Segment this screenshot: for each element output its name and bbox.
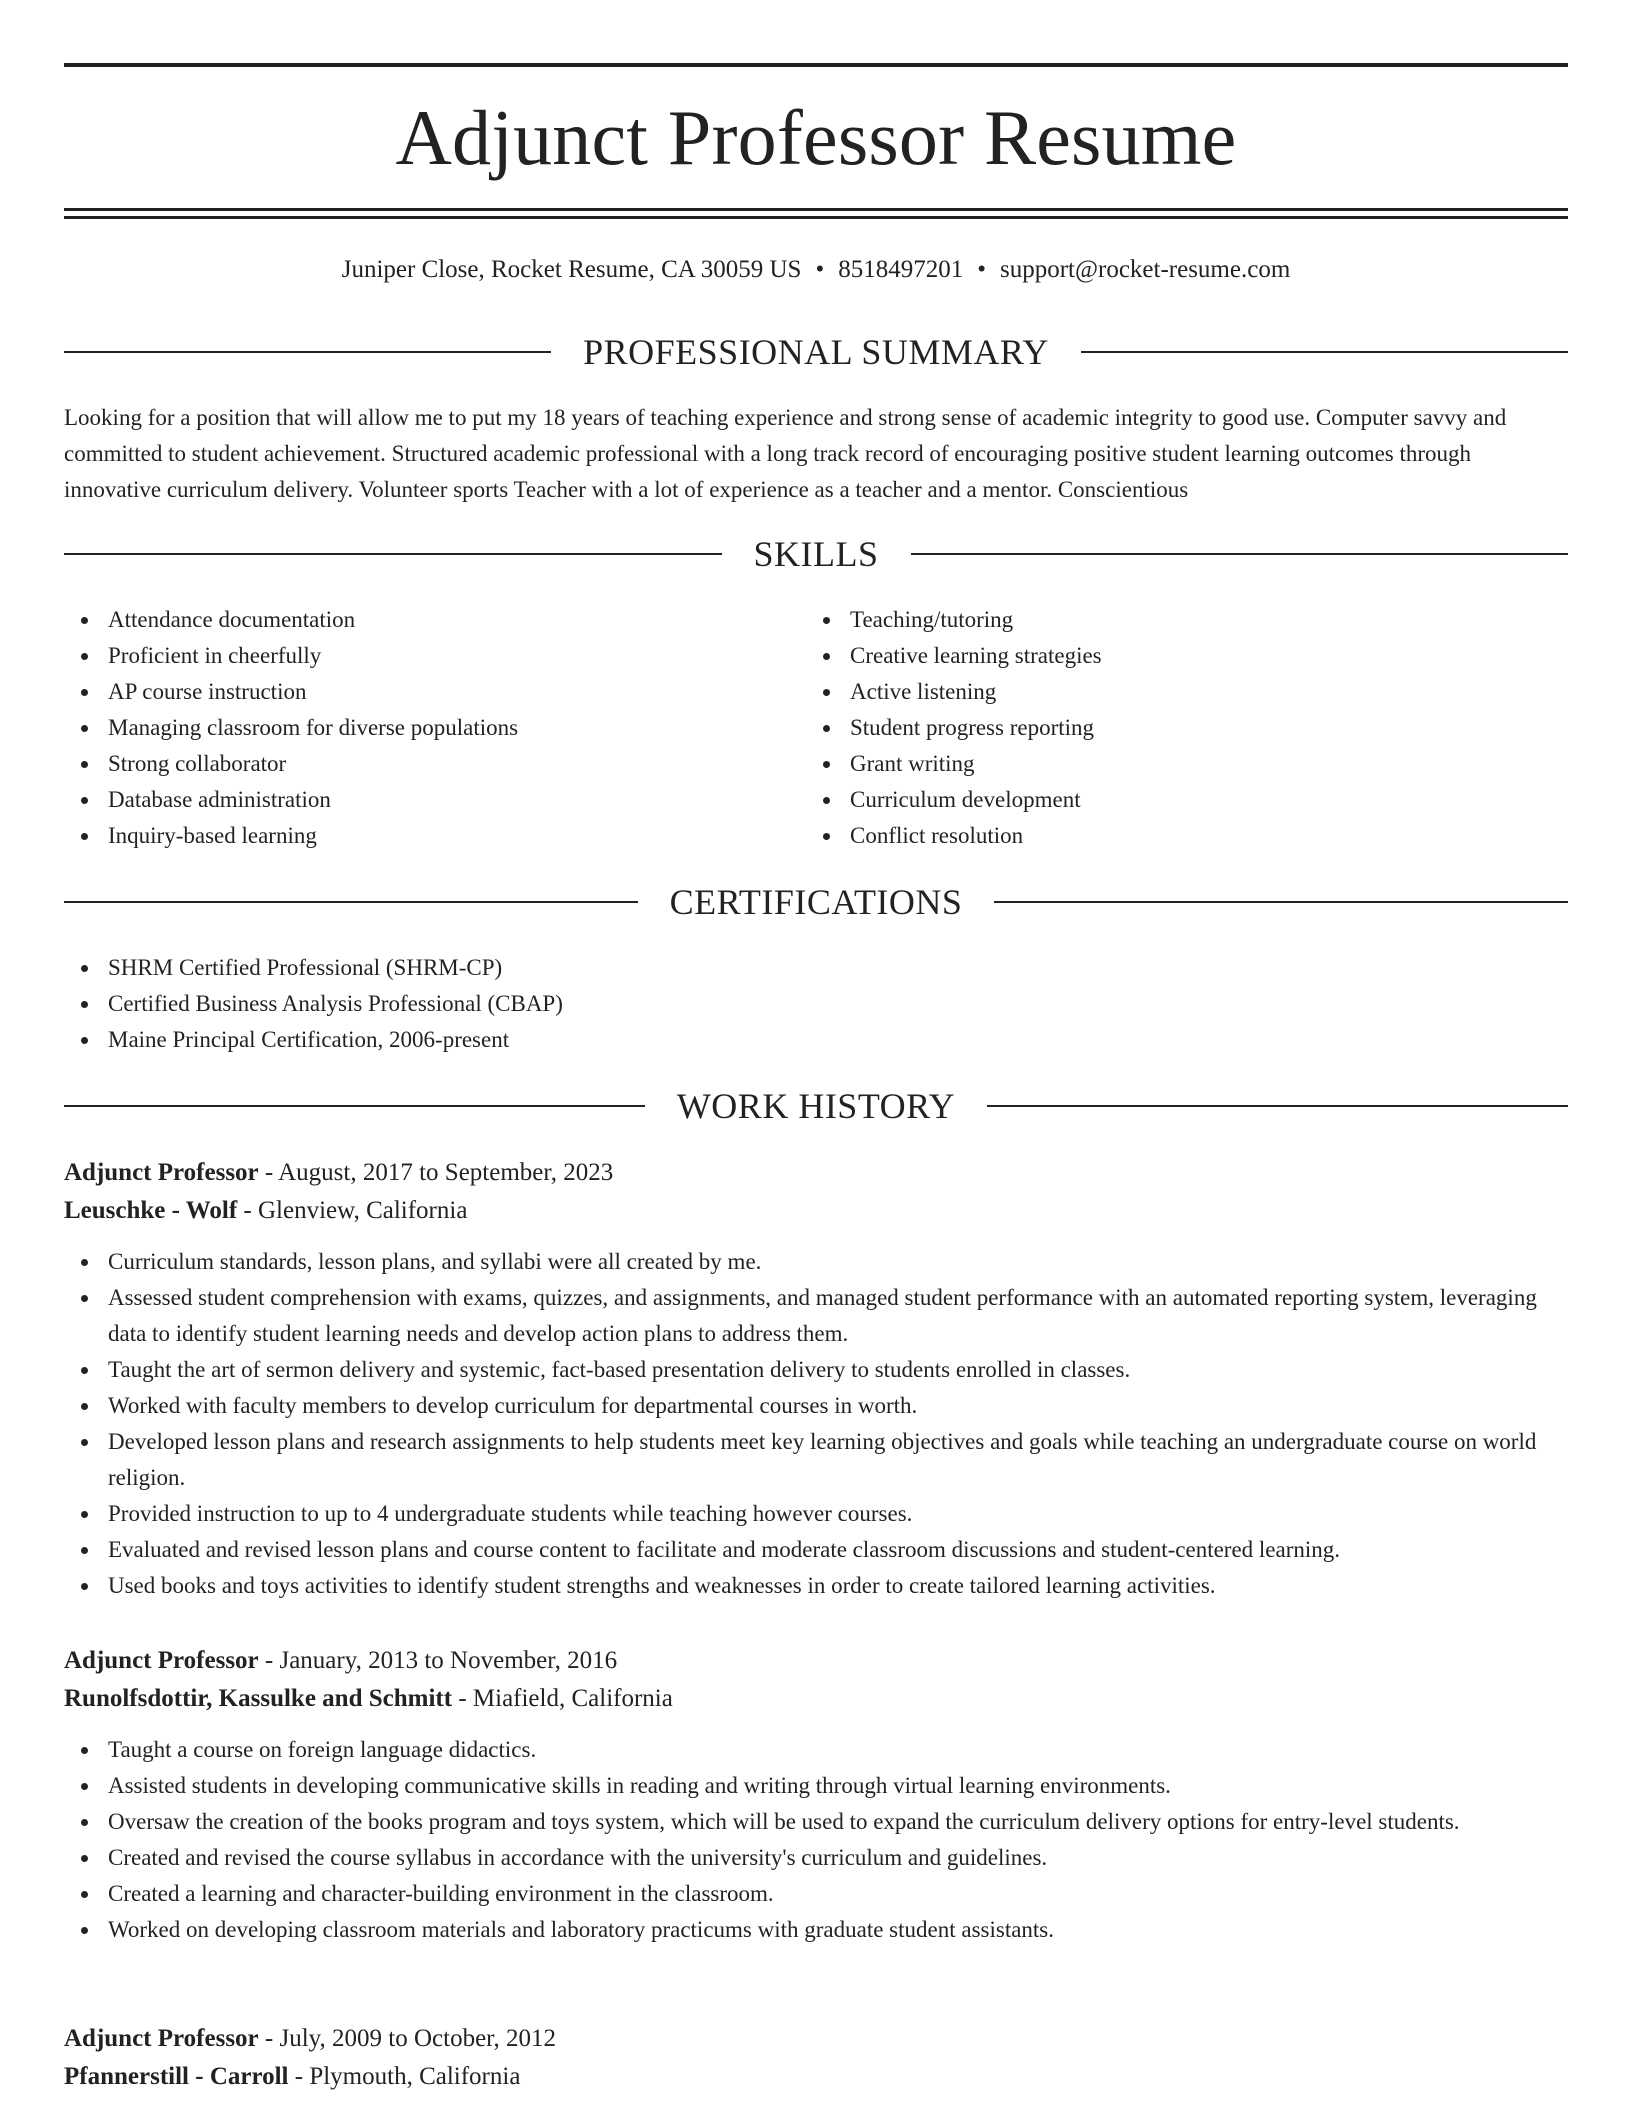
job-company: Leuschke - Wolf (64, 1197, 238, 1224)
job-location: Glenview, California (258, 1197, 468, 1224)
section-header-certifications (64, 880, 1568, 924)
section-rule (64, 351, 551, 353)
section-rule (1081, 351, 1568, 353)
section-header-summary (64, 330, 1568, 374)
skill-item: Inquiry-based learning (64, 818, 806, 854)
skills-column-left (64, 602, 806, 854)
job-bullet: Used books and toys activities to identify student strengths and weaknesses in order to create tailored learning activities. (64, 1568, 1568, 1604)
job-bullet: Assessed student comprehension with exams, quizzes, and assignments, and managed student performance with an automated reporting system, leveraging data to identify student learning needs and develop action plans to address them. (64, 1280, 1568, 1352)
job-bullet: Provided instruction to up to 4 undergraduate students while teaching however courses. (64, 1496, 1568, 1532)
job-title-line (64, 2020, 1568, 2058)
section-header-work-history (64, 1084, 1568, 1128)
job-bullet: Taught the art of sermon delivery and systemic, fact-based presentation delivery to students enrolled in classes. (64, 1352, 1568, 1388)
job-dates: January, 2013 to November, 2016 (279, 1647, 618, 1674)
skills-column-right (806, 602, 1548, 854)
skills-grid (64, 602, 1568, 854)
contact-address: Juniper Close, Rocket Resume, CA 30059 US (341, 256, 802, 283)
job-bullet: Created a learning and character-building environment in the classroom. (64, 1876, 1568, 1912)
job-entry (64, 2020, 1568, 2096)
job-title: Adjunct Professor (64, 2025, 259, 2052)
job-dash: - (237, 1197, 258, 1224)
section-rule (987, 1105, 1568, 1107)
certification-item: Maine Principal Certification, 2006-present (64, 1022, 1568, 1058)
skill-item: AP course instruction (64, 674, 806, 710)
summary-text: Looking for a position that will allow me to put my 18 years of teaching experience and strong sense of academic integrity to good use. Computer savvy and committed to student achievement. Structured academic professional with a long track record of encouraging positive student learning outcomes through innovative curriculum delivery. Volunteer sports Teacher with a lot of experience as a teacher and a mentor. Conscientious (64, 405, 1507, 502)
contact-line (64, 254, 1568, 286)
skill-item: Grant writing (806, 746, 1548, 782)
job-location: Plymouth, California (309, 2063, 521, 2090)
job-bullet: Developed lesson plans and research assignments to help students meet key learning objectives and goals while teaching an undergraduate course on world religion. (64, 1424, 1568, 1496)
job-bullet: Taught a course on foreign language didactics. (64, 1732, 1568, 1768)
job-title-line (64, 1642, 1568, 1680)
job-bullet: Evaluated and revised lesson plans and course content to facilitate and moderate classroom discussions and student-centered learning. (64, 1532, 1568, 1568)
job-dates: August, 2017 to September, 2023 (278, 1159, 614, 1186)
job-company-line (64, 1192, 1568, 1230)
job-dash: - (258, 1159, 279, 1186)
job-bullet: Oversaw the creation of the books program and toys system, which will be used to expand the curriculum delivery options for entry-level students. (64, 1804, 1568, 1840)
contact-email: support@rocket-resume.com (999, 256, 1291, 283)
skill-item: Teaching/tutoring (806, 602, 1548, 638)
skill-item: Attendance documentation (64, 602, 806, 638)
skill-item: Database administration (64, 782, 806, 818)
job-location: Miafield, California (472, 1685, 673, 1712)
skill-item: Conflict resolution (806, 818, 1548, 854)
skill-item: Active listening (806, 674, 1548, 710)
skill-item: Managing classroom for diverse populations (64, 710, 806, 746)
section-rule (994, 901, 1568, 903)
contact-phone: 8518497201 (838, 256, 964, 283)
job-bullet: Created and revised the course syllabus in accordance with the university's curriculum and guidelines. (64, 1840, 1568, 1876)
job-bullets (64, 1244, 1568, 1604)
top-rule (64, 63, 1568, 67)
section-title: CERTIFICATIONS (669, 882, 963, 922)
section-header-skills (64, 532, 1568, 576)
job-title: Adjunct Professor (64, 1159, 259, 1186)
job-company-line (64, 2058, 1568, 2096)
skill-item: Strong collaborator (64, 746, 806, 782)
section-title: PROFESSIONAL SUMMARY (583, 332, 1049, 372)
title-double-rule (64, 208, 1568, 219)
contact-separator: • (815, 256, 825, 283)
section-rule (911, 553, 1569, 555)
job-dash: - (258, 1647, 280, 1674)
certification-item: SHRM Certified Professional (SHRM-CP) (64, 950, 1568, 986)
section-rule (64, 901, 638, 903)
certifications-list (64, 950, 1568, 1058)
section-title: WORK HISTORY (676, 1086, 956, 1126)
job-company-line (64, 1680, 1568, 1718)
job-entry (64, 1154, 1568, 1604)
job-bullet: Assisted students in developing communicative skills in reading and writing through virtual learning environments. (64, 1768, 1568, 1804)
job-bullet: Curriculum standards, lesson plans, and syllabi were all created by me. (64, 1244, 1568, 1280)
resume-title: Adjunct Professor Resume (395, 94, 1237, 181)
job-dates: July, 2009 to October, 2012 (279, 2025, 556, 2052)
job-company: Runolfsdottir, Kassulke and Schmitt (64, 1685, 453, 1712)
job-entry (64, 1642, 1568, 1948)
job-company: Pfannerstill - Carroll (64, 2063, 289, 2090)
job-title-line (64, 1154, 1568, 1192)
certification-item: Certified Business Analysis Professional (CBAP) (64, 986, 1568, 1022)
contact-separator: • (977, 256, 986, 283)
job-dash: - (452, 1685, 473, 1712)
job-title: Adjunct Professor (64, 1647, 259, 1674)
job-bullet: Worked with faculty members to develop curriculum for departmental courses in worth. (64, 1388, 1568, 1424)
section-title: SKILLS (753, 534, 879, 574)
section-rule (64, 553, 722, 555)
skill-item: Creative learning strategies (806, 638, 1548, 674)
job-dash: - (258, 2025, 280, 2052)
job-bullet: Worked on developing classroom materials and laboratory practicums with graduate student assistants. (64, 1912, 1568, 1948)
skill-item: Student progress reporting (806, 710, 1548, 746)
skill-item: Proficient in cheerfully (64, 638, 806, 674)
job-bullets (64, 1732, 1568, 1948)
skill-item: Curriculum development (806, 782, 1548, 818)
section-rule (64, 1105, 645, 1107)
job-dash: - (288, 2063, 310, 2090)
